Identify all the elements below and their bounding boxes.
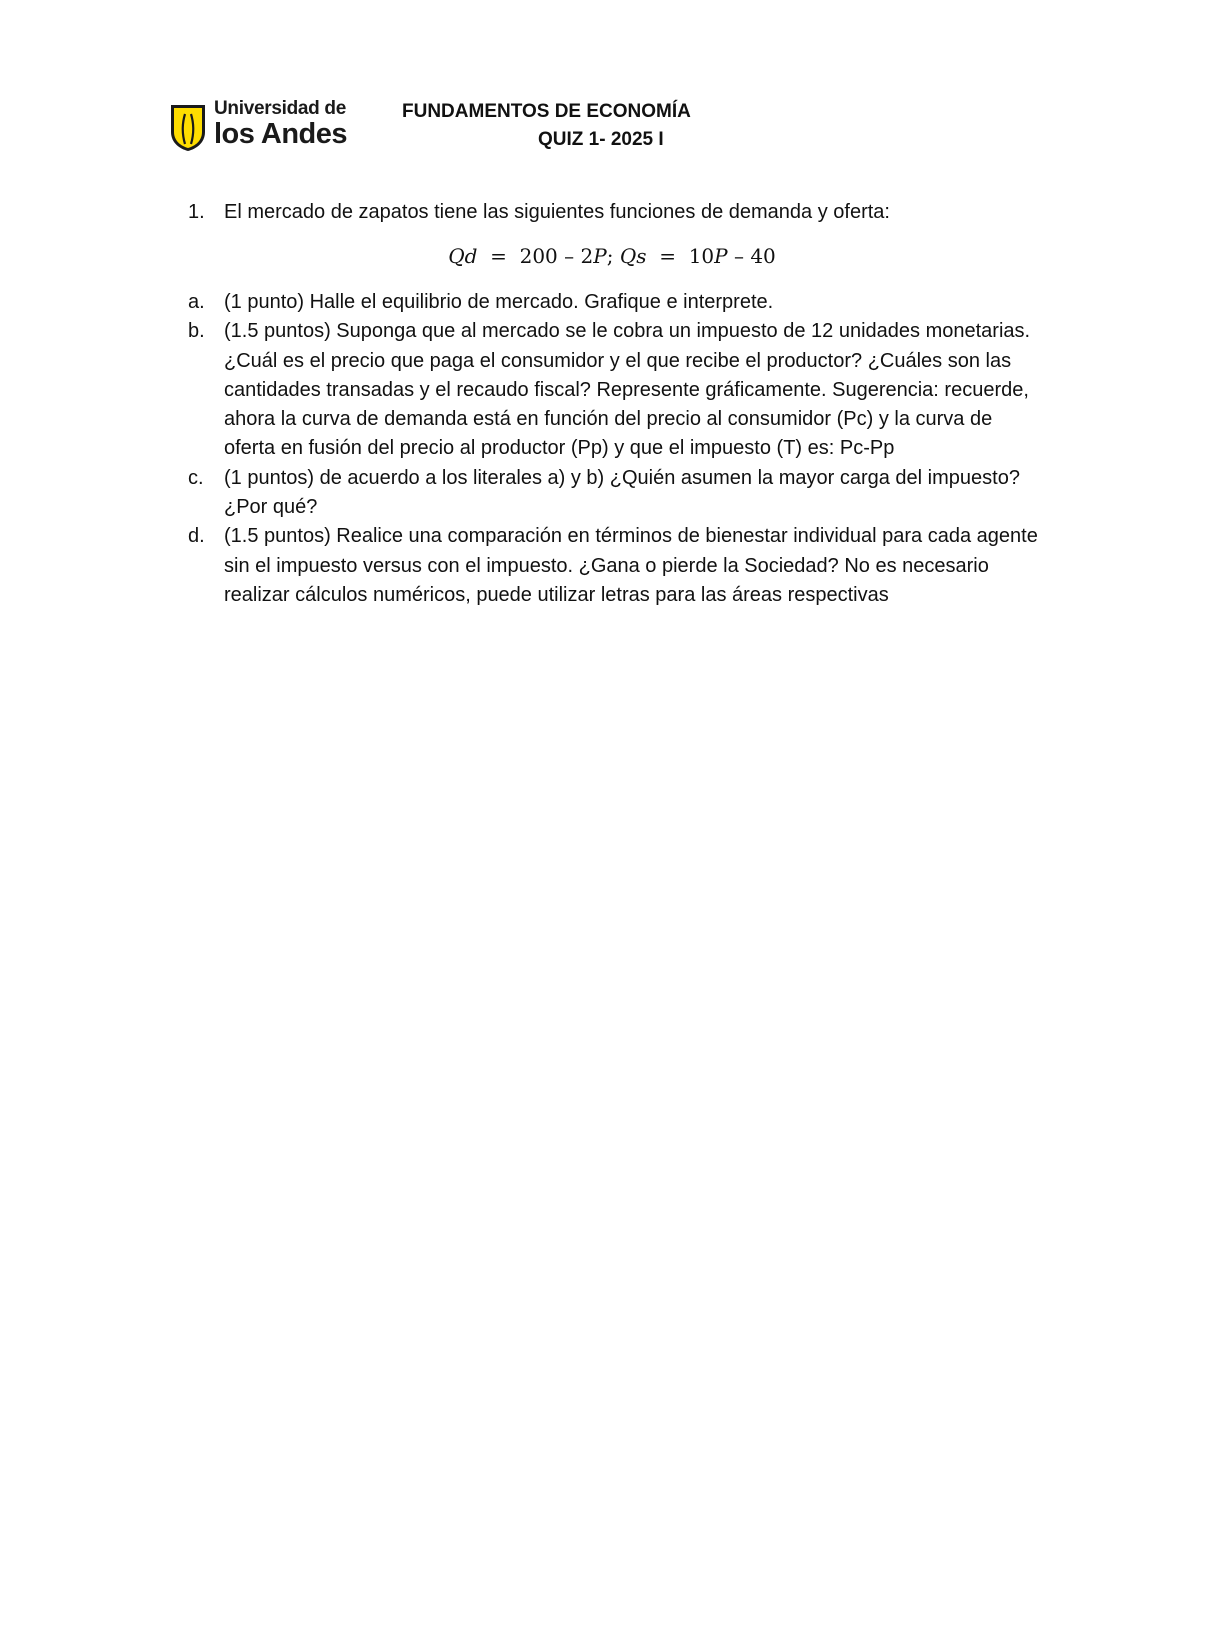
sub-question-line: cantidades transadas y el recaudo fiscal? Represente gráficamente. Sugerencia: recuerde, — [224, 378, 1029, 401]
equation-separator: ; — [606, 244, 614, 268]
logo-line-1: Universidad de — [214, 98, 347, 119]
sub-question-letter: b. — [188, 320, 205, 343]
equation-equals-1: = — [490, 244, 507, 268]
equation-qs-var: P — [714, 244, 728, 268]
equation-qs-coefficient: 10 — [688, 244, 715, 268]
question-number: 1. — [188, 201, 205, 223]
logo-wordmark — [214, 98, 347, 148]
sub-question-list — [188, 288, 1108, 610]
document-title: FUNDAMENTOS DE ECONOMÍA — [402, 101, 691, 122]
sub-question-b — [188, 317, 1108, 463]
document-subtitle: QUIZ 1- 2025 I — [538, 129, 664, 150]
sub-question-line: (1.5 puntos) Realice una comparación en términos de bienestar individual para cada agente — [224, 525, 1038, 548]
equation-qd-expression: 200 – 2 — [519, 244, 594, 268]
logo-line-2: los Andes — [214, 118, 348, 150]
sub-question-line: (1 puntos) de acuerdo a los literales a) y b) ¿Quién asumen la mayor carga del impuesto? — [224, 466, 1020, 489]
question-text: El mercado de zapatos tiene las siguientes funciones de demanda y oferta: — [224, 201, 890, 223]
sub-question-line: oferta en fusión del precio al productor (Pp) y que el impuesto (T) es: Pc-Pp — [224, 437, 895, 460]
sub-question-d — [188, 522, 1108, 610]
sub-question-letter: a. — [188, 291, 205, 313]
shield-logo-icon — [168, 102, 208, 152]
university-logo — [168, 98, 348, 154]
equation-qs: Qs — [619, 244, 647, 268]
equation-qd: Qd — [448, 244, 478, 268]
sub-question-line: (1 punto) Halle el equilibrio de mercado. Grafique e interprete. — [224, 291, 774, 313]
sub-question-line: ¿Por qué? — [224, 496, 318, 519]
equation-qd-var: P — [593, 244, 607, 268]
sub-question-letter: d. — [188, 525, 205, 548]
equation — [0, 244, 1224, 268]
sub-question-line: (1.5 puntos) Suponga que al mercado se le cobra un impuesto de 12 unidades monetarias. — [224, 320, 1031, 343]
sub-question-line: ahora la curva de demanda está en función del precio al consumidor (Pc) y la curva de — [224, 408, 993, 431]
equation-equals-2: = — [659, 244, 676, 268]
sub-question-line: ¿Cuál es el precio que paga el consumidor y el que recibe el productor? ¿Cuáles son las — [224, 349, 1012, 372]
sub-question-line: sin el impuesto versus con el impuesto. ¿Gana o pierde la Sociedad? No es necesario — [224, 554, 989, 577]
sub-question-line: realizar cálculos numéricos, puede utilizar letras para las áreas respectivas — [224, 583, 889, 606]
equation-qs-tail: – 40 — [733, 244, 776, 268]
sub-question-a — [188, 288, 1108, 317]
sub-question-letter: c. — [188, 466, 204, 489]
sub-question-c — [188, 464, 1108, 523]
